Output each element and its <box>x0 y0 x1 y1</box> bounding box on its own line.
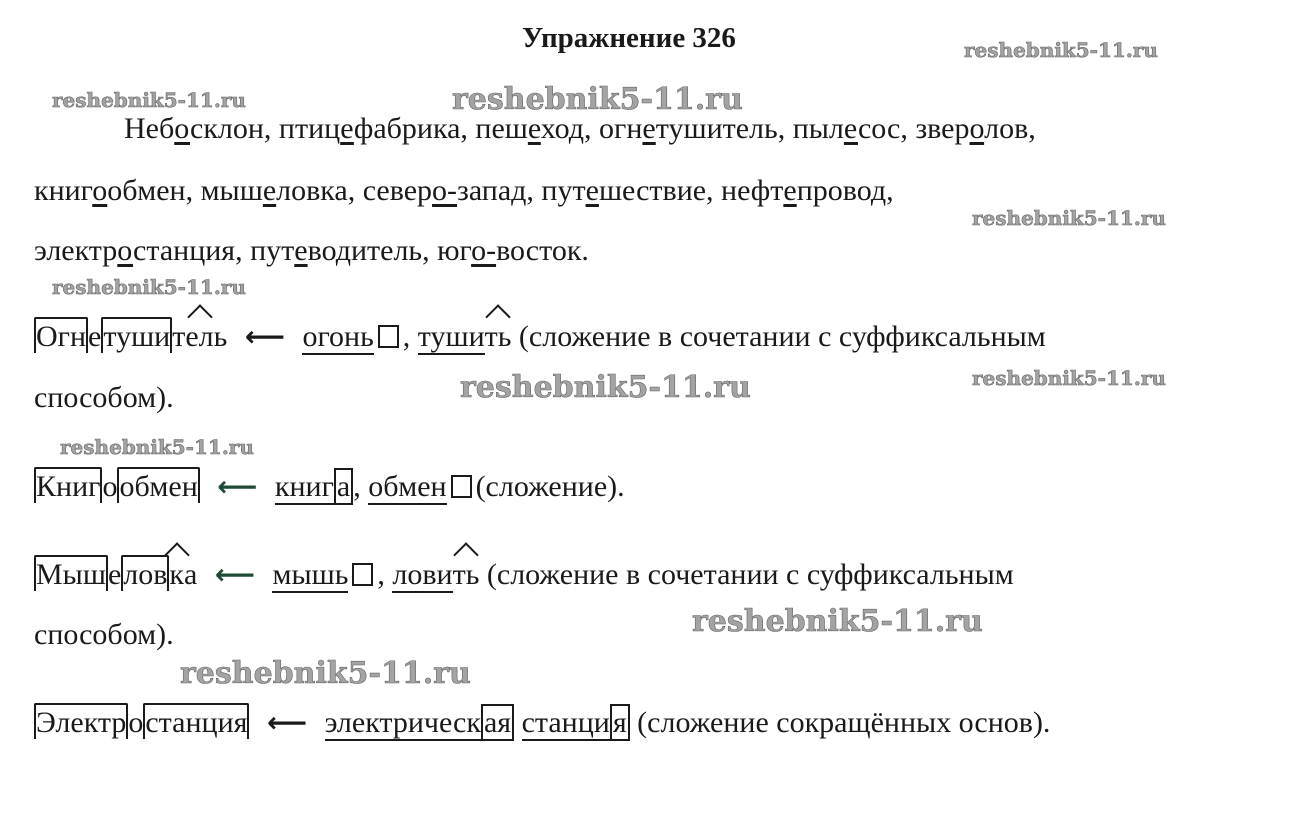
arrow-left-icon: ⟵ <box>266 706 308 739</box>
analysis-myshelovka-cont: способом). <box>34 618 174 651</box>
watermark: reshebnik5-11.ru <box>972 366 1166 390</box>
watermark: reshebnik5-11.ru <box>52 88 246 112</box>
watermark: reshebnik5-11.ru <box>692 604 983 639</box>
paragraph-line-2: книгообмен, мышеловка, северо-запад, путешествие, нефтепровод, <box>34 174 894 207</box>
analysis-ognetushitel: Огнетушитель ⟵ огонь , тушить (сложение в сочетании с суффиксальным <box>34 320 1046 354</box>
watermark: reshebnik5-11.ru <box>52 275 246 299</box>
watermark: reshebnik5-11.ru <box>60 435 254 459</box>
paragraph-line-3: электростанция, путеводитель, юго-восток. <box>34 234 589 267</box>
analysis-ognetushitel-cont: способом). <box>34 381 174 414</box>
watermark: reshebnik5-11.ru <box>964 38 1158 62</box>
arrow-left-icon: ⟵ <box>244 320 285 353</box>
zero-ending-box <box>451 475 472 498</box>
watermark: reshebnik5-11.ru <box>180 656 471 691</box>
analysis-myshelovka: Мышеловка ⟵ мышь , ловить (сложение в сочетании с суффиксальным <box>34 558 1014 592</box>
analysis-elektrostantsiya: Электростанция ⟵ электрическ ая станци я (сложение сокращённых основ). <box>34 706 1050 740</box>
zero-ending-box <box>352 563 373 586</box>
watermark: reshebnik5-11.ru <box>972 206 1166 230</box>
exercise-title: Упражнение 326 <box>522 22 736 54</box>
watermark: reshebnik5-11.ru <box>460 370 751 405</box>
analysis-knigoobmen: Книгообмен ⟵ книг а , обмен (сложение). <box>34 470 625 504</box>
arrow-left-icon: ⟵ <box>217 470 258 503</box>
arrow-left-icon: ⟵ <box>214 558 255 591</box>
paragraph-line-1: Небосклон, птицефабрика, пешеход, огнетушитель, пылесос, зверолов, <box>124 112 1036 145</box>
zero-ending-box <box>378 325 399 348</box>
watermark: reshebnik5-11.ru <box>452 82 743 117</box>
